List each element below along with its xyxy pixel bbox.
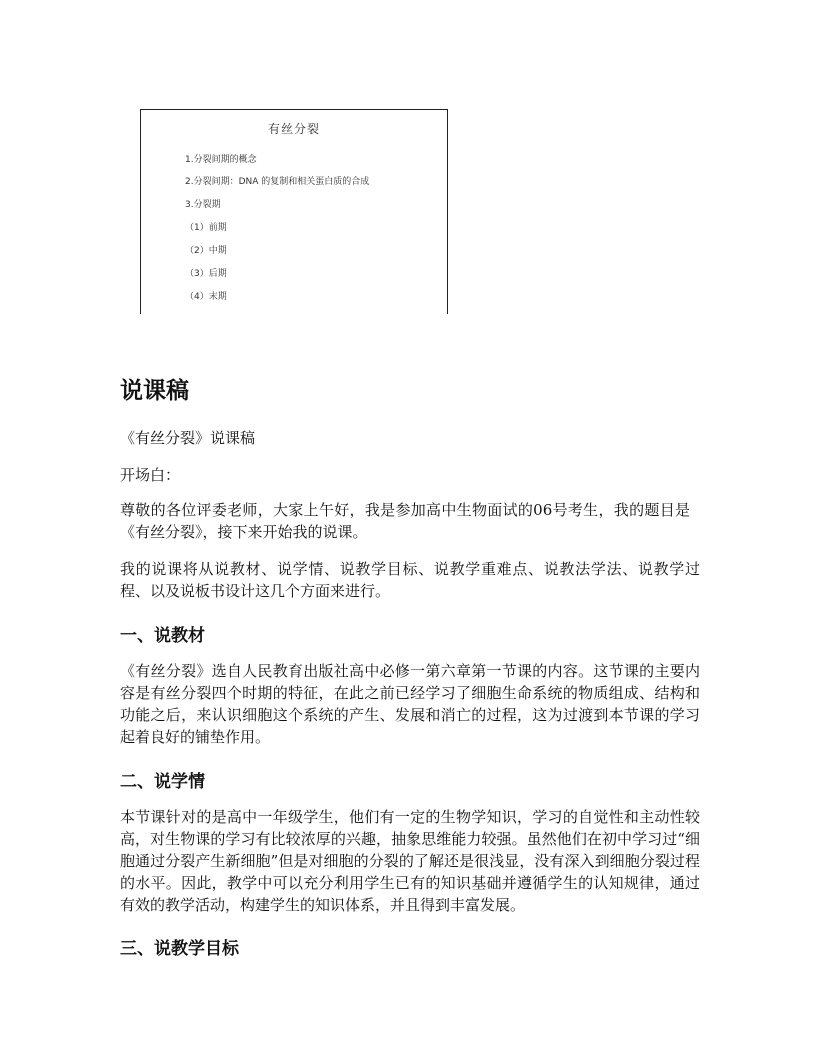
section-heading-students: 二、说学情 — [120, 772, 205, 792]
blackboard-design-image — [140, 109, 448, 314]
board-title: 有丝分裂 — [267, 122, 320, 136]
board-line: （2）中期 — [185, 246, 227, 256]
opening-label: 开场白： — [120, 466, 181, 484]
board-line: （3）后期 — [185, 269, 227, 279]
board-line: 1.分裂间期的概念 — [185, 155, 257, 165]
board-line: 2.分裂间期：DNA 的复制和相关蛋白质的合成 — [185, 177, 370, 187]
section-heading-materials: 一、说教材 — [120, 626, 205, 646]
board-line: （1）前期 — [185, 223, 227, 233]
section-body-materials: 《有丝分裂》选自人民教育出版社高中必修一第六章第一节课的内容。这节课的主要内容是有丝分裂四个时期的特征，在此之前已经学习了细胞生命系统的物质组成、结构和功能之后，来认识细胞这个系统的产生、发展和消亡的过程，这为过渡到本节课的学习起着良好的铺垫作用。 — [120, 662, 700, 746]
opening-paragraph: 尊敬的各位评委老师，大家上午好，我是参加高中生物面试的06号考生，我的题目是《有丝分裂》，接下来开始我的说课。 — [120, 501, 690, 541]
section-body-students: 本节课针对的是高中一年级学生，他们有一定的生物学知识，学习的自觉性和主动性较高，对生物课的学习有比较浓厚的兴趣，抽象思维能力较强。虽然他们在初中学习过“细胞通过分裂产生新细胞”但是对细胞的分裂的了解还是很浅显，没有深入到细胞分裂过程的水平。因此，教学中可以充分利用学生已有的知识基础并遵循学生的认知规律，通过有效的教学活动，构建学生的知识体系，并且得到丰富发展。 — [120, 808, 700, 914]
board-line: （4）末期 — [185, 292, 227, 302]
document-title: 说课稿 — [120, 378, 189, 404]
section-heading-objectives: 三、说教学目标 — [120, 939, 239, 959]
outline-paragraph: 我的说课将从说教材、说学情、说教学目标、说教学重难点、说教法学法、说教学过程、以及说板书设计这几个方面来进行。 — [120, 560, 700, 600]
document-subtitle: 《有丝分裂》说课稿 — [120, 429, 256, 447]
board-line: 3.分裂期 — [185, 200, 221, 210]
